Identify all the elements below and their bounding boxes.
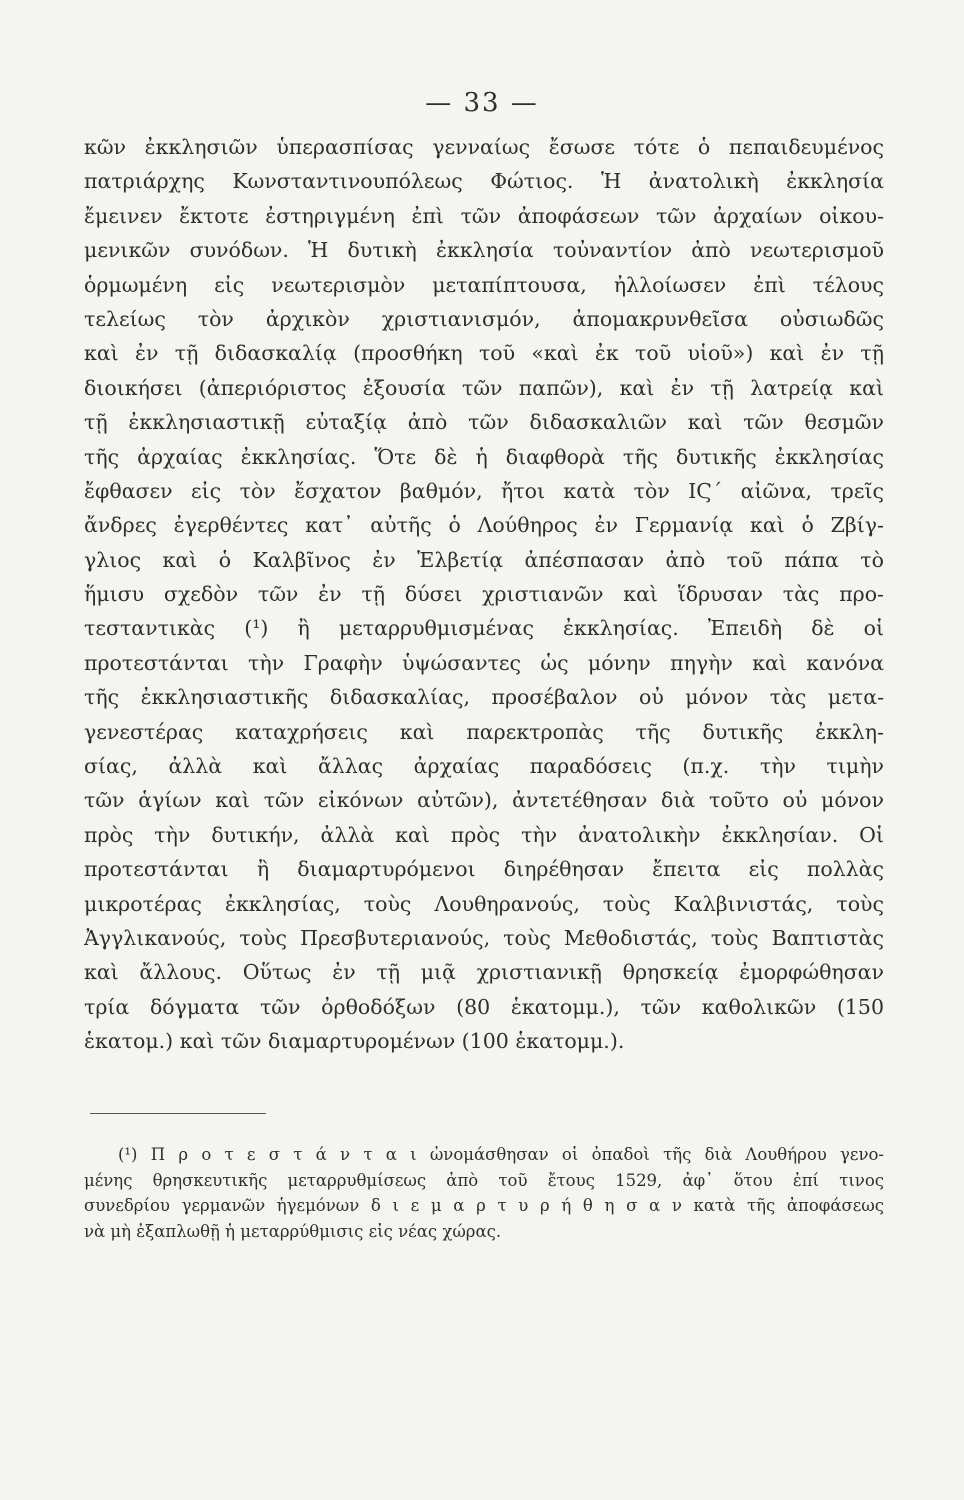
body-line: πατριάρχης Κωνσταντινουπόλεως Φώτιος. Ἡ ἀνατολικὴ ἐκκλησία (84, 169, 884, 194)
body-line: ὁρμωμένη εἰς νεωτερισμὸν μεταπίπτουσα, ἠλλοίωσεν ἐπὶ τέλους (84, 272, 884, 297)
body-line: ἥμισυ σχεδὸν τῶν ἐν τῇ δύσει χριστιανῶν καὶ ἵδρυσαν τὰς προ- (84, 582, 884, 607)
body-line: ἔφθασεν εἰς τὸν ἔσχατον βαθμόν, ἤτοι κατὰ τὸν ΙϚ΄ αἰῶνα, τρεῖς (84, 478, 884, 503)
body-line: σίας, ἀλλὰ καὶ ἄλλας ἀρχαίας παραδόσεις (π.χ. τὴν τιμὴν (84, 754, 884, 779)
body-line: μικροτέρας ἐκκλησίας, τοὺς Λουθηρανούς, τοὺς Καλβινιστάς, τοὺς (84, 891, 884, 916)
body-line: Ἀγγλικανούς, τοὺς Πρεσβυτεριανούς, τοὺς Μεθοδιστάς, τοὺς Βαπτιστὰς (84, 925, 884, 950)
body-line: διοικήσει (ἀπεριόριστος ἐξουσία τῶν παπῶν), καὶ ἐν τῇ λατρείᾳ καὶ (84, 375, 884, 400)
footnote-divider (90, 1113, 266, 1114)
body-line: τρία δόγματα τῶν ὀρθοδόξων (80 ἑκατομμ.), τῶν καθολικῶν (150 (84, 994, 884, 1019)
body-text (84, 130, 884, 1059)
footnote-line: (¹) Π ρ ο τ ε σ τ ά ν τ α ι ὠνομάσθησαν οἱ ὀπαδοὶ τῆς διὰ Λουθήρου γενο- (118, 1145, 884, 1164)
body-line: ἑκατομ.) καὶ τῶν διαμαρτυρομένων (100 ἑκατομμ.). (84, 1029, 625, 1054)
body-line: μενικῶν συνόδων. Ἡ δυτικὴ ἐκκλησία τοὐναντίον ἀπὸ νεωτερισμοῦ (84, 238, 884, 263)
body-line: ἔμεινεν ἔκτοτε ἐστηριγμένη ἐπὶ τῶν ἀποφάσεων τῶν ἀρχαίων οἰκου- (84, 203, 884, 228)
body-line: τῶν ἁγίων καὶ τῶν εἰκόνων αὐτῶν), ἀντετέθησαν διὰ τοῦτο οὐ μόνον (84, 788, 884, 813)
body-line: κῶν ἐκκλησιῶν ὑπερασπίσας γενναίως ἔσωσε τότε ὁ πεπαιδευμένος (84, 135, 884, 159)
body-line: καὶ ἐν τῇ διδασκαλίᾳ (προσθήκη τοῦ «καὶ ἐκ τοῦ υἱοῦ») καὶ ἐν τῇ (84, 341, 884, 366)
body-line: τῆς ἐκκλησιαστικῆς διδασκαλίας, προσέβαλον οὐ μόνον τὰς μετα- (84, 685, 884, 710)
body-line: γλιος καὶ ὁ Καλβῖνος ἐν Ἑλβετίᾳ ἀπέσπασαν ἀπὸ τοῦ πάπα τὸ (84, 547, 884, 572)
page-number: — 33 — (425, 88, 539, 118)
body-line: ἄνδρες ἐγερθέντες κατ᾿ αὐτῆς ὁ Λούθηρος ἐν Γερμανίᾳ καὶ ὁ Ζβίγ- (84, 513, 884, 538)
body-line: καὶ ἄλλους. Οὕτως ἐν τῇ μιᾷ χριστιανικῇ θρησκείᾳ ἐμορφώθησαν (84, 960, 884, 985)
footnote-line: συνεδρίου γερμανῶν ἡγεμόνων δ ι ε μ α ρ τ υ ρ ή θ η σ α ν κατὰ τῆς ἀποφάσεως (84, 1196, 884, 1216)
footnote-line: μένης θρησκευτικῆς μεταρρυθμίσεως ἀπὸ τοῦ ἔτους 1529, ἀφ᾿ ὅτου ἐπί τινος (84, 1170, 884, 1190)
footnote-line: νὰ μὴ ἐξαπλωθῇ ἡ μεταρρύθμισις εἰς νέας χώρας. (84, 1221, 502, 1241)
body-line: τῇ ἐκκλησιαστικῇ εὐταξίᾳ ἀπὸ τῶν διδασκαλιῶν καὶ τῶν θεσμῶν (84, 410, 884, 435)
body-line: προτεστάνται ἢ διαμαρτυρόμενοι διηρέθησαν ἔπειτα εἰς πολλὰς (84, 857, 884, 882)
body-line: τεσταντικὰς (¹) ἢ μεταρρυθμισμένας ἐκκλησίας. Ἐπειδὴ δὲ οἱ (84, 616, 884, 641)
footnote (84, 1142, 884, 1244)
body-line: γενεστέρας καταχρήσεις καὶ παρεκτροπὰς τῆς δυτικῆς ἐκκλη- (84, 719, 884, 744)
body-line: πρὸς τὴν δυτικήν, ἀλλὰ καὶ πρὸς τὴν ἀνατολικὴν ἐκκλησίαν. Οἱ (84, 822, 884, 847)
body-line: τῆς ἀρχαίας ἐκκλησίας. Ὅτε δὲ ἡ διαφθορὰ τῆς δυτικῆς ἐκκλησίας (84, 444, 884, 469)
body-line: τελείως τὸν ἀρχικὸν χριστιανισμόν, ἀπομακρυνθεῖσα οὐσιωδῶς (84, 306, 884, 331)
body-line: προτεστάνται τὴν Γραφὴν ὑψώσαντες ὡς μόνην πηγὴν καὶ κανόνα (84, 650, 884, 675)
